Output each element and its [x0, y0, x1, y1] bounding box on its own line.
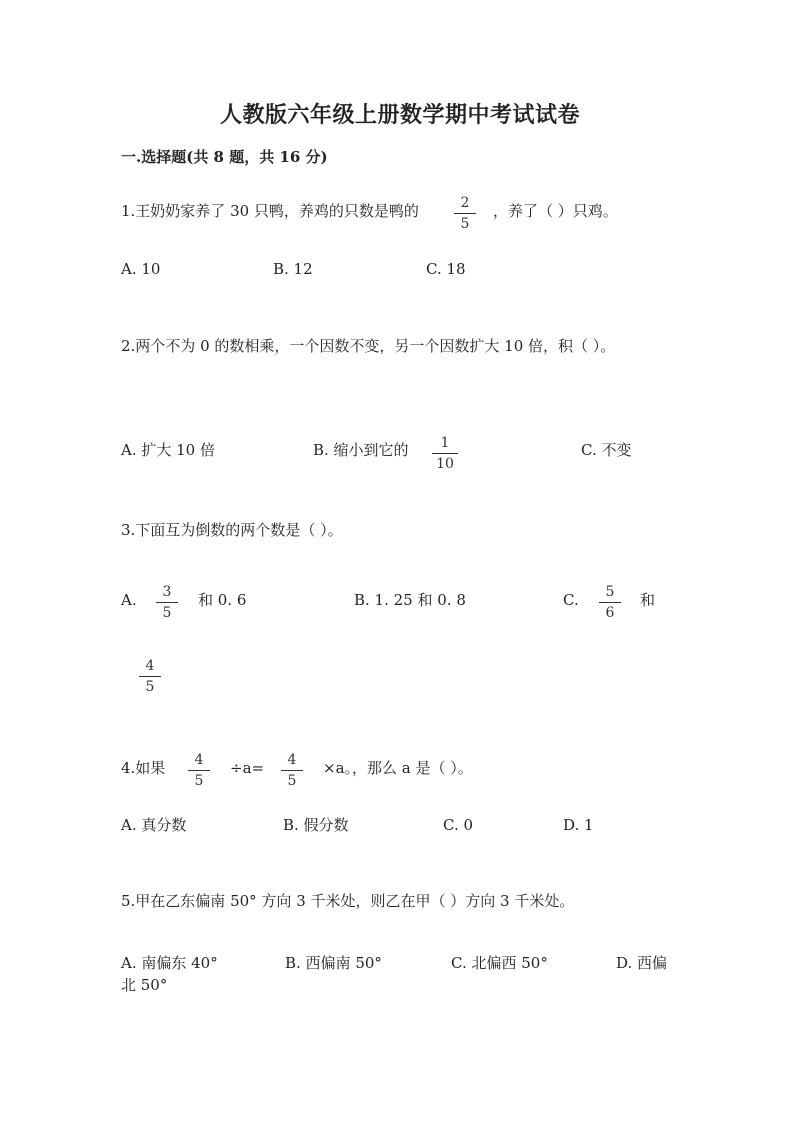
fraction-bar [281, 770, 303, 771]
question-4-fraction-1 [188, 753, 210, 788]
question-4-option-c: C. 0 [443, 816, 474, 834]
question-3-option-c-mid: 和 [640, 591, 656, 609]
question-4-text-prefix: 4.如果 [121, 759, 166, 777]
question-5-option-c: C. 北偏西 50° [451, 954, 548, 972]
fraction-denominator: 5 [145, 679, 155, 695]
question-2-option-a: A. 扩大 10 倍 [121, 441, 215, 459]
question-5-option-b: B. 西偏南 50° [285, 954, 382, 972]
fraction-denominator: 5 [460, 216, 470, 232]
fraction-numerator: 4 [194, 752, 204, 768]
fraction-bar [188, 770, 210, 771]
question-4-fraction-2 [281, 753, 303, 788]
question-1-text-after: ，养了（ ）只鸡。 [493, 202, 618, 220]
question-2-option-b-fraction [432, 436, 458, 471]
question-3-option-a-fraction [156, 585, 178, 620]
fraction-bar [454, 213, 476, 214]
fraction-bar [139, 676, 161, 677]
fraction-bar [156, 602, 178, 603]
question-4-option-d: D. 1 [563, 816, 594, 834]
question-4-option-b: B. 假分数 [283, 816, 349, 834]
fraction-numerator: 5 [605, 584, 615, 600]
question-2-text: 2.两个不为 0 的数相乘，一个因数不变，另一个因数扩大 10 倍，积（ ）。 [121, 337, 616, 355]
question-5-option-d-wrap: 北 50° [121, 976, 168, 994]
fraction-denominator: 5 [287, 773, 297, 789]
question-3-option-a-suffix: 和 0. 6 [198, 591, 247, 609]
question-1-fraction [454, 196, 476, 231]
question-1-option-c: C. 18 [426, 260, 466, 278]
fraction-bar [432, 453, 458, 454]
question-3-text: 3.下面互为倒数的两个数是（ ）。 [121, 521, 343, 539]
fraction-denominator: 5 [162, 605, 172, 621]
question-4-option-a: A. 真分数 [121, 816, 187, 834]
fraction-numerator: 4 [145, 658, 155, 674]
question-3-option-c-fraction-1 [599, 585, 621, 620]
question-5-option-a: A. 南偏东 40° [121, 954, 218, 972]
fraction-denominator: 10 [436, 456, 454, 472]
fraction-numerator: 2 [460, 195, 470, 211]
question-4-text-after: ×a。，那么 a 是（ ）。 [323, 759, 473, 777]
question-2-option-b: B. 缩小到它的 [313, 441, 409, 459]
fraction-denominator: 6 [605, 605, 615, 621]
question-5-text: 5.甲在乙东偏南 50° 方向 3 千米处，则乙在甲（ ）方向 3 千米处。 [121, 892, 575, 910]
question-2-option-c: C. 不变 [581, 441, 632, 459]
question-1-text: 1.王奶奶家养了 30 只鸭，养鸡的只数是鸭的 [121, 202, 419, 220]
fraction-denominator: 5 [194, 773, 204, 789]
question-3-option-b: B. 1. 25 和 0. 8 [354, 591, 466, 609]
question-1-option-a: A. 10 [121, 260, 161, 278]
page-title: 人教版六年级上册数学期中考试试卷 [219, 102, 580, 128]
question-3-option-c-fraction-2 [139, 659, 161, 694]
section-heading: 一.选择题(共 8 题，共 16 分) [121, 148, 328, 166]
fraction-bar [599, 602, 621, 603]
question-5-option-d: D. 西偏 [616, 954, 668, 972]
question-3-option-c-prefix: C. [563, 591, 579, 609]
question-3-option-a-prefix: A. [121, 591, 137, 609]
fraction-numerator: 4 [287, 752, 297, 768]
question-1-option-b: B. 12 [273, 260, 313, 278]
fraction-numerator: 3 [162, 584, 172, 600]
question-4-text-mid: ÷a= [230, 759, 265, 777]
fraction-numerator: 1 [440, 435, 450, 451]
